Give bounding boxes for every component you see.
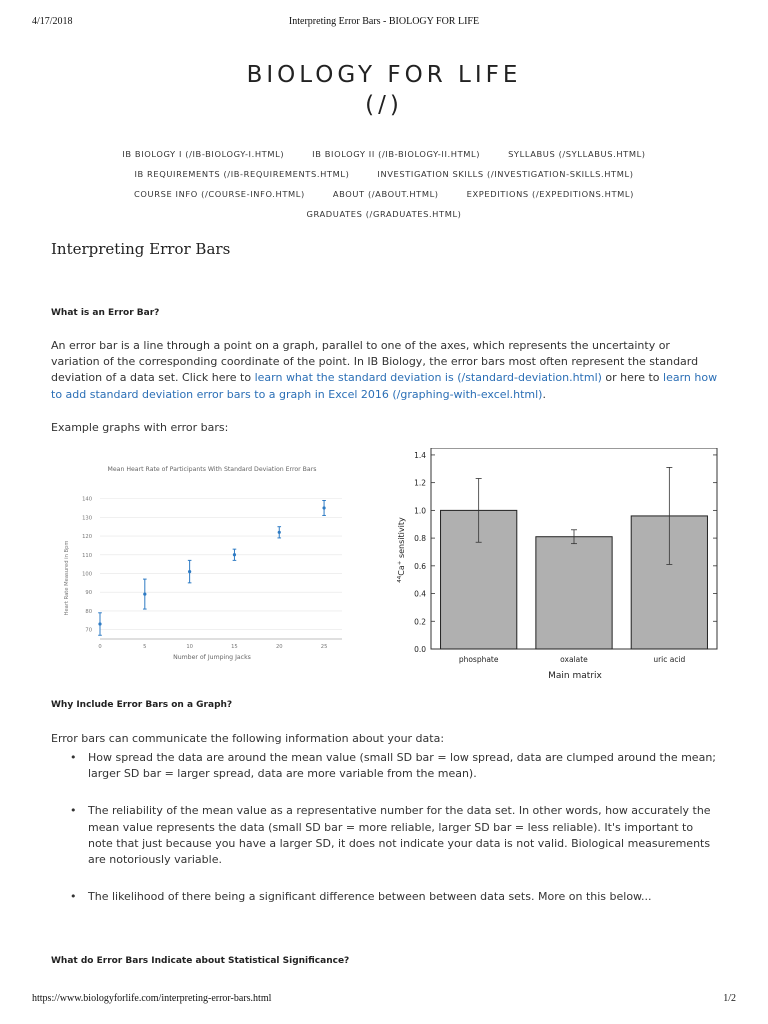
nav-expeditions[interactable]: EXPEDITIONS (/EXPEDITIONS.HTML) — [466, 189, 634, 199]
chart1-ytick-label: 110 — [82, 552, 92, 559]
site-title-link[interactable] — [0, 60, 768, 120]
nav-ib-requirements[interactable]: IB REQUIREMENTS (/IB-REQUIREMENTS.HTML) — [134, 169, 350, 179]
calcium-sensitivity-chart — [395, 448, 725, 680]
what-text-1: An error bar is a line through a point on a graph, parallel to one of the axes, which represents the uncertainty or variation of the corresponding coordinate of the point. In IB Biology, the error bars most often represent the standard deviation of a data set. Click here to — [51, 339, 699, 385]
chart2-ytick-label: 0.8 — [414, 534, 426, 544]
site-home-path: (/) — [365, 92, 403, 118]
chart2-bar — [536, 537, 612, 649]
list-item: • The likelihood of there being a significant difference between between data sets. More on this below... — [70, 889, 720, 905]
chart2-xlabel: Main matrix — [548, 671, 602, 680]
heading-what-is-error-bar: What is an Error Bar? — [51, 308, 160, 318]
chart2-ylabel-tail: sensitivity — [397, 517, 406, 561]
chart1-data-point — [143, 592, 146, 595]
print-page-number: 1/2 — [723, 993, 736, 1004]
link-graphing-excel[interactable]: learn how to add standard deviation error bars to a graph in Excel 2016 (/graphing-with-excel.html) — [51, 371, 718, 401]
chart2-ytick-label: 1.4 — [414, 450, 426, 460]
chart2-category-label: phosphate — [458, 655, 499, 664]
chart1-xtick-label: 10 — [186, 644, 193, 650]
chart2-ytick-label: 1.2 — [414, 478, 426, 488]
chart2-ylabel-ca: Ca — [397, 565, 406, 576]
chart2-ytick-label: 0.4 — [414, 589, 426, 599]
list-item: • The reliability of the mean value as a representative number for the data set. In other words, how accurately the mean value represents the data (small SD bar = more reliable, larger SD bar = less reliable). It's important to note that just because you have a larger SD, it does not indicate your data is not valid. Biological measurements are notoriously variable. — [70, 803, 720, 868]
print-date: 4/17/2018 — [32, 16, 73, 27]
nav-course-info[interactable]: COURSE INFO (/COURSE-INFO.HTML) — [134, 189, 305, 199]
why-intro: Error bars can communicate the following information about your data: — [51, 732, 445, 745]
chart2-category-label: uric acid — [653, 655, 686, 664]
chart1-data-point — [278, 531, 281, 534]
chart1-xtick-label: 0 — [98, 644, 102, 650]
chart2-ylabel-mass: 44 — [397, 575, 403, 583]
list-item: • How spread the data are around the mean value (small SD bar = low spread, data are clumped around the mean; larger SD bar = larger spread, data are more variable from the mean). — [70, 750, 720, 782]
nav-about[interactable]: ABOUT (/ABOUT.HTML) — [332, 189, 439, 199]
chart1-ylabel: Heart Rate Measured in Bpm — [64, 540, 70, 616]
chart1-ytick-label: 70 — [85, 627, 92, 634]
chart1-ytick-label: 80 — [85, 608, 92, 615]
chart2-ylabel — [397, 517, 406, 583]
chart1-ytick-label: 140 — [82, 496, 92, 503]
site-title: BIOLOGY FOR LIFE — [246, 62, 522, 88]
chart1-xtick-label: 20 — [275, 644, 283, 650]
chart1-ytick-label: 90 — [85, 590, 92, 597]
chart2-ytick-label: 1.0 — [414, 506, 426, 516]
link-standard-deviation[interactable]: learn what the standard deviation is (/standard-deviation.html) — [254, 371, 602, 385]
page-title: Interpreting Error Bars — [51, 240, 231, 258]
chart1-data-point — [188, 570, 191, 573]
examples-label: Example graphs with error bars: — [51, 421, 229, 434]
chart1-title: Mean Heart Rate of Participants With Standard Deviation Error Bars — [107, 466, 317, 473]
nav-graduates[interactable]: GRADUATES (/GRADUATES.HTML) — [306, 209, 462, 219]
nav-ib-biology-1[interactable]: IB BIOLOGY I (/IB-BIOLOGY-I.HTML) — [122, 149, 285, 159]
chart1-xlabel: Number of Jumping Jacks — [173, 654, 251, 661]
chart2-ytick-label: 0.6 — [414, 561, 426, 571]
chart2-category-label: oxalate — [560, 655, 588, 664]
what-text-2: or here to — [601, 371, 664, 385]
nav-ib-biology-2[interactable]: IB BIOLOGY II (/IB-BIOLOGY-II.HTML) — [312, 149, 481, 159]
chart1-ytick-label: 130 — [82, 515, 92, 522]
nav-investigation-skills[interactable]: INVESTIGATION SKILLS (/INVESTIGATION-SKILLS.HTML) — [377, 169, 634, 179]
chart2-ytick-label: 0.2 — [414, 617, 426, 627]
what-paragraph — [51, 338, 721, 403]
chart1-data-point — [98, 622, 101, 625]
print-footer — [32, 993, 736, 1004]
chart1-ytick-label: 100 — [82, 571, 92, 578]
heart-rate-chart — [52, 455, 352, 665]
chart1-data-point — [322, 506, 325, 509]
heading-why-include: Why Include Error Bars on a Graph? — [51, 700, 233, 710]
main-nav — [60, 144, 708, 224]
chart1-xtick-label: 25 — [320, 644, 328, 650]
chart1-xtick-label: 5 — [143, 644, 147, 650]
nav-syllabus[interactable]: SYLLABUS (/SYLLABUS.HTML) — [508, 149, 646, 159]
chart1-ytick-label: 120 — [82, 534, 92, 541]
why-bullet-list — [70, 750, 720, 926]
chart1-data-point — [233, 553, 236, 556]
chart2-ytick-label: 0.0 — [414, 645, 426, 654]
heading-statistical-significance: What do Error Bars Indicate about Statistical Significance? — [51, 956, 350, 966]
print-url: https://www.biologyforlife.com/interpreting-error-bars.html — [32, 993, 272, 1004]
chart1-xtick-label: 15 — [231, 644, 238, 650]
chart2-ylabel-plus: + — [397, 560, 403, 566]
print-title: Interpreting Error Bars - BIOLOGY FOR LIFE — [288, 16, 480, 27]
what-text-3: . — [542, 387, 546, 401]
